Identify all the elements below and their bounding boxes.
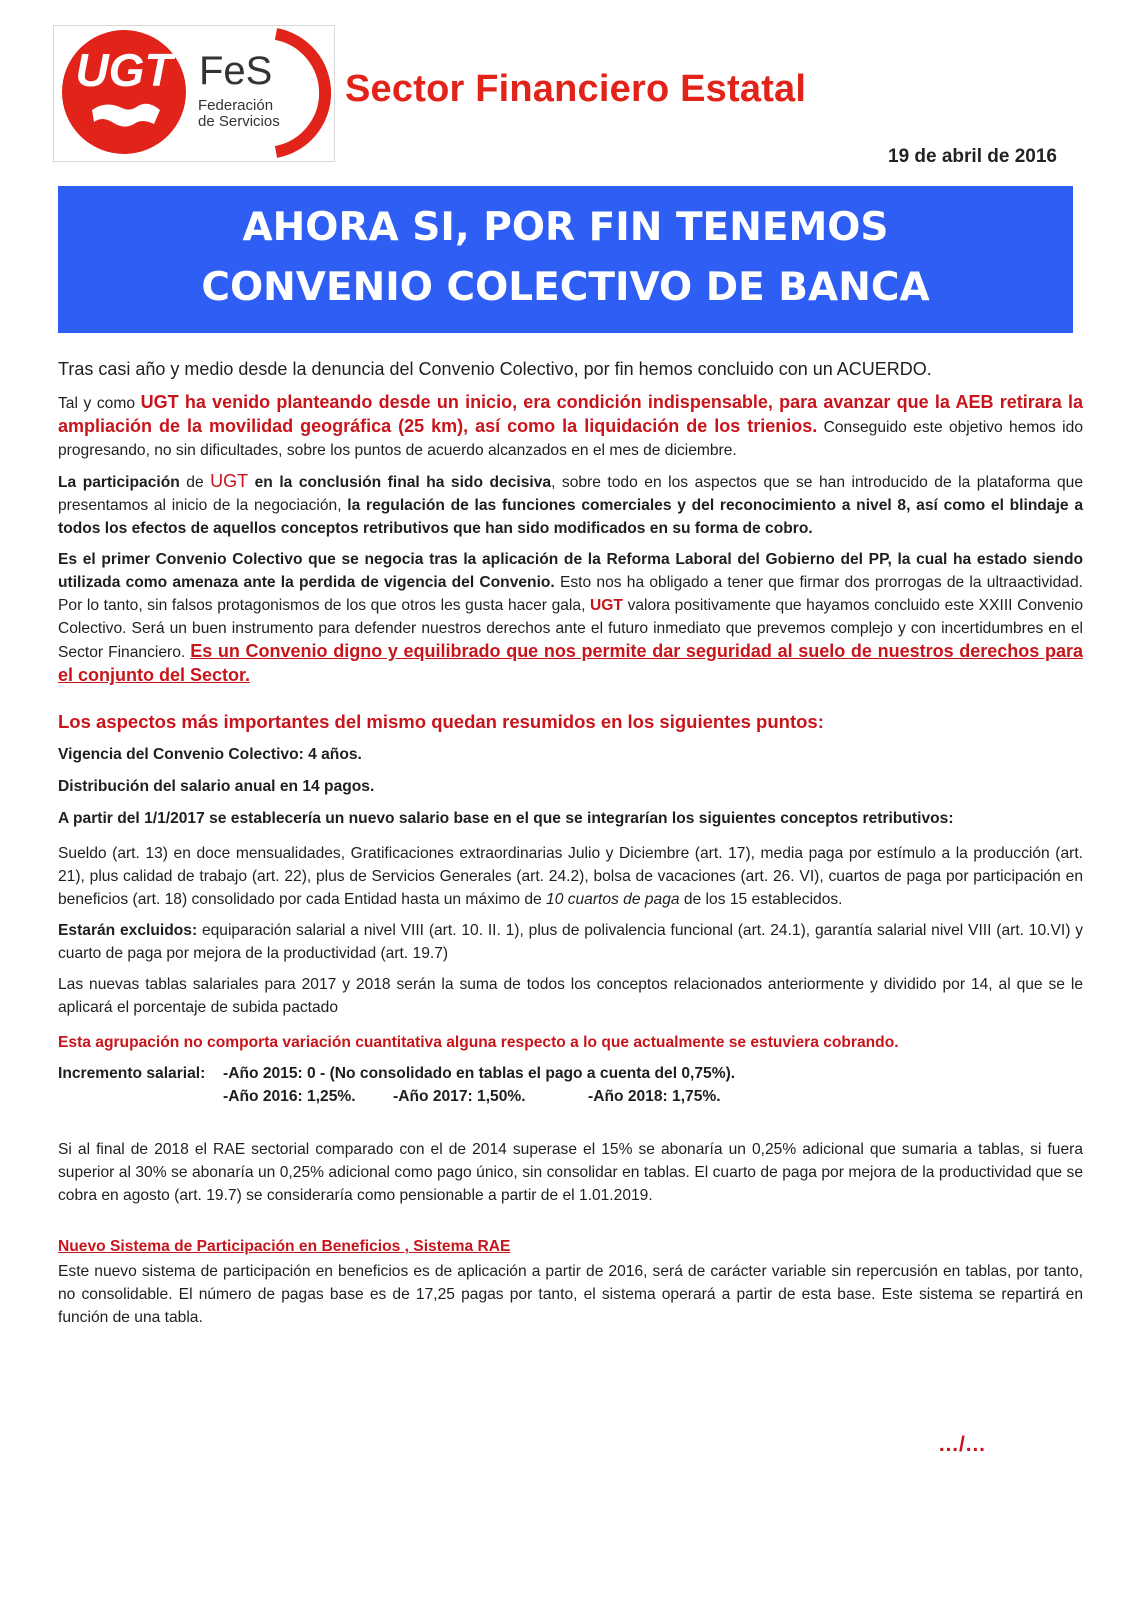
p1-highlight: UGT ha venido planteando desde un inicio, era condición indispensable, para avanzar que la AEB retirara la ampliación de la movilidad geográfica (25 km), así como la liquidación de los trienios.	[58, 392, 1084, 436]
apartir-item: A partir del 1/1/2017 se establecería un nuevo salario base en el que se integrarían los siguientes conceptos retributivos:	[58, 810, 954, 827]
incremento-row	[58, 1062, 1083, 1085]
paragraph-1	[58, 391, 1083, 462]
excluidos-label: Estarán excluidos:	[58, 922, 198, 939]
p1-text-c: Conseguido este objetivo hemos ido progresando, no sin dificultades, sobre los puntos de acuerdo alcanzados en el mes de diciembre.	[58, 419, 1083, 459]
lead-paragraph: Tras casi año y medio desde la denuncia del Convenio Colectivo, por fin hemos concluido con un ACUERDO.	[58, 359, 932, 379]
p2-text-b: de	[179, 474, 211, 491]
excluidos-text: equiparación salarial a nivel VIII (art. 10. II. 1), plus de polivalencia funcional (art. 24.1), garantía salarial nivel VIII (art. 10.VI) y cuarto de paga por mejora de la productividad (art. 19.7)	[58, 922, 1083, 962]
excluidos-paragraph	[58, 919, 1083, 965]
incremento-label: Incremento salarial:	[58, 1065, 206, 1082]
sueldo-text-b: de los 15 establecidos.	[679, 891, 843, 908]
p2-text-e: , sobre todo en los aspectos que se han introducido de la plataforma que presentamos al inicio de la negociación,	[58, 474, 1083, 514]
fes-text: FeS	[199, 49, 273, 93]
paragraph-2	[58, 470, 1083, 540]
vigencia-item: Vigencia del Convenio Colectivo: 4 años.	[58, 746, 362, 763]
document-body	[58, 358, 1083, 1337]
paragraph-3	[58, 548, 1083, 688]
continues-marker: …/…	[938, 1433, 986, 1456]
tablas-paragraph: Las nuevas tablas salariales para 2017 y 2018 serán la suma de todos los conceptos relacionados anteriormente y dividido por 14, al que se le aplicará el porcentaje de subida pactado	[58, 976, 1083, 1016]
incremento-2015: -Año 2015: 0 - (No consolidado en tablas el pago a cuenta del 0,75%).	[223, 1065, 736, 1082]
headline-banner	[58, 186, 1073, 333]
sueldo-italic: 10 cuartos de paga	[546, 891, 680, 908]
p3-text-d: valora positivamente que hayamos concluido este XXIII Convenio Colectivo. Será un buen instrumento para defender nuestros derechos ante el futuro inmediato que prevemos complejo y con incertidumbres en el Sector Financiero.	[58, 597, 1083, 661]
p2-bold-d: en la conclusión final ha sido decisiva	[248, 474, 552, 491]
fes-arc	[276, 34, 325, 152]
rae-paragraph: Este nuevo sistema de participación en beneficios es de aplicación a partir de 2016, será de carácter variable sin repercusión en tablas, por tanto, no consolidable. El número de pagas base es de 17,25 pagas por tanto, el sistema operará a partir de esta base. Este sistema se repartirá en función de una tabla.	[58, 1263, 1083, 1326]
summary-heading: Los aspectos más importantes del mismo quedan resumidos en los siguientes puntos:	[58, 711, 824, 732]
sector-title: Sector Financiero Estatal	[345, 68, 807, 110]
logo	[53, 25, 335, 162]
headline-line1: AHORA SI, POR FIN TENEMOS	[242, 205, 889, 250]
agrupacion-note: Esta agrupación no comporta variación cuantitativa alguna respecto a lo que actualmente se estuviera cobrando.	[58, 1034, 899, 1051]
rae-final-paragraph: Si al final de 2018 el RAE sectorial comparado con el de 2014 superase el 15% se abonaría un 0,25% adicional que sumaria a tablas, si fuera superior al 30% se abonaría un 0,25% adicional como pago único, sin consolidar en tablas. El cuarto de paga por mejora de la productividad que se cobra en agosto (art. 19.7) se consideraría como pensionable a partir de el 1.01.2019.	[58, 1141, 1083, 1204]
p3-bold-a: Es el primer Convenio Colectivo que se negocia tras la aplicación de la Reforma Laboral del Gobierno del PP, la cual ha estado siendo utilizada como amenaza ante la perdida de vigencia del Convenio.	[58, 551, 1083, 591]
p2-bold-a: La participación	[58, 474, 180, 491]
p3-highlight: Es un Convenio digno y equilibrado que nos permite dar seguridad al suelo de nuestros derechos para el conjunto del Sector.	[58, 641, 1083, 685]
sueldo-text-a: Sueldo (art. 13) en doce mensualidades, Gratificaciones extraordinarias Julio y Diciembre (art. 17), media paga por estímulo a la producción (art. 21), plus calidad de trabajo (art. 22), plus de Servicios Generales (art. 24.2), bolsa de vacaciones (art. 26. VI), cuartos de paga por participación en beneficios (art. 18) consolidado por cada Entidad hasta un máximo de	[58, 845, 1083, 908]
p1-text-a: Tal y como	[58, 395, 141, 412]
sueldo-paragraph	[58, 842, 1083, 911]
distribucion-item: Distribución del salario anual en 14 pagos.	[58, 778, 375, 795]
document-date: 19 de abril de 2016	[888, 146, 1057, 167]
rae-heading: Nuevo Sistema de Participación en Beneficios , Sistema RAE	[58, 1238, 511, 1255]
p2-bold-f: la regulación de las funciones comerciales y del reconocimiento a nivel 8, así como el blindaje a todos los efectos de aquellos conceptos retributivos que han sido modificados en su forma de cobro.	[58, 497, 1083, 537]
fed-line2: de Servicios	[198, 113, 280, 130]
fed-line1: Federación	[198, 97, 274, 114]
incremento-years	[58, 1085, 1083, 1108]
ugt-fes-logo	[54, 26, 334, 161]
incremento-2018: -Año 2018: 1,75%.	[588, 1088, 721, 1105]
incremento-2017: -Año 2017: 1,50%.	[393, 1088, 526, 1105]
p2-ugt: UGT	[210, 471, 249, 491]
incremento-2016: -Año 2016: 1,25%.	[223, 1088, 356, 1105]
ugt-text: UGT	[75, 44, 173, 96]
headline-line2: CONVENIO COLECTIVO DE BANCA	[201, 265, 930, 310]
p3-text-b: Esto nos ha obligado a tener que firmar dos prorrogas de la ultraactividad. Por lo tanto, sin falsos protagonismos de los que otros les gusta hacer gala,	[58, 574, 1083, 614]
p3-ugt: UGT	[590, 597, 623, 614]
